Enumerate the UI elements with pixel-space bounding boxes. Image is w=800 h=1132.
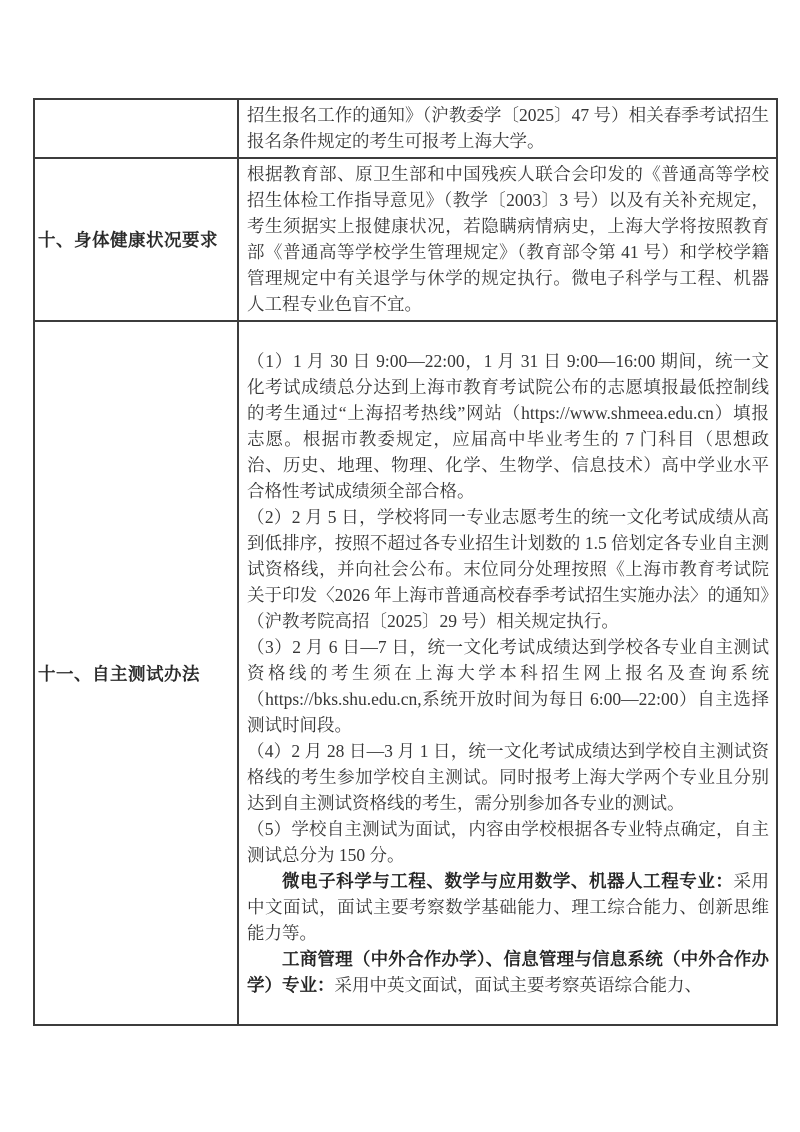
paragraph-rest: 采用中文面试，面试主要考察数学基础能力、理工综合能力、创新思维能力等。 [247, 870, 770, 943]
paragraph-item-4: （4）2 月 28 日—3 月 1 日，统一文化考试成绩达到学校自主测试资格线的考生参加学校自主测试。同时报考上海大学两个专业且分别达到自主测试资格线的考生，需分别参加各专业的测试。 [247, 740, 769, 813]
paragraph-majors-bilingual-interview [247, 946, 769, 998]
paragraph-item-3: （3）2 月 6 日—7 日，统一文化考试成绩达到学校各专业自主测试资格线的考生须在上海大学本科招生网上报名及查询系统（https://bks.shu.edu.cn,系统开放时间为每日 6:00—22:00）自主选择测试时间段。 [247, 636, 769, 735]
paragraph-rest: 采用中英文面试，面试主要考察英语综合能力、 [334, 974, 702, 995]
row-content [238, 158, 777, 321]
paragraph: 根据教育部、原卫生部和中国残疾人联合会印发的《普通高等学校招生体检工作指导意见》（教学〔2003〕3 号）以及有关补充规定，考生须据实上报健康状况，若隐瞒病情病史，上海大学将按照教育部《普通高等学校学生管理规定》（教育部令第 41 号）和学校学籍管理规定中有关退学与休学的规定执行。微电子科学与工程、机器人工程专业色盲不宜。 [247, 164, 769, 314]
table-row-test-procedure [34, 321, 777, 1025]
paragraph-majors-chinese-interview [247, 868, 769, 946]
table-row-health-requirements [34, 158, 777, 321]
bold-lead: 微电子科学与工程、数学与应用数学、机器人工程专业： [282, 870, 734, 891]
regulations-table [33, 98, 778, 1026]
row-label: 十、身体健康状况要求 [34, 158, 238, 321]
paragraph-item-1: （1）1 月 30 日 9:00—22:00，1 月 31 日 9:00—16:00 期间，统一文化考试成绩总分达到上海市教育考试院公布的志愿填报最低控制线的考生通过“上海招考热线”网站（https://www.shmeea.edu.cn）填报志愿。根据市教委规定，应届高中毕业考生的 7 门科目（思想政治、历史、地理、物理、化学、生物学、信息技术）高中学业水平合格性考试成绩须全部合格。 [247, 350, 769, 501]
bold-lead: 工商管理（中外合作办学）、信息管理与信息系统（中外合作办学）专业： [247, 948, 769, 995]
row-content [238, 99, 777, 158]
paragraph: 招生报名工作的通知》（沪教委学〔2025〕47 号）相关春季考试招生报名条件规定的考生可报考上海大学。 [247, 105, 769, 151]
row-label-empty [34, 99, 238, 158]
row-content [238, 321, 777, 1025]
paragraph-item-2: （2）2 月 5 日，学校将同一专业志愿考生的统一文化考试成绩从高到低排序，按照不超过各专业招生计划数的 1.5 倍划定各专业自主测试资格线，并向社会公布。末位同分处理按照《上海市教育考试院关于印发〈2026 年上海市普通高校春季考试招生实施办法〉的通知》（沪教考院高招〔2025〕29 号）相关规定执行。 [247, 506, 769, 631]
table-row-continuation [34, 99, 777, 158]
row-label: 十一、自主测试办法 [34, 321, 238, 1025]
paragraph-item-5: （5）学校自主测试为面试，内容由学校根据各专业特点确定，自主测试总分为 150 分。 [247, 818, 769, 865]
